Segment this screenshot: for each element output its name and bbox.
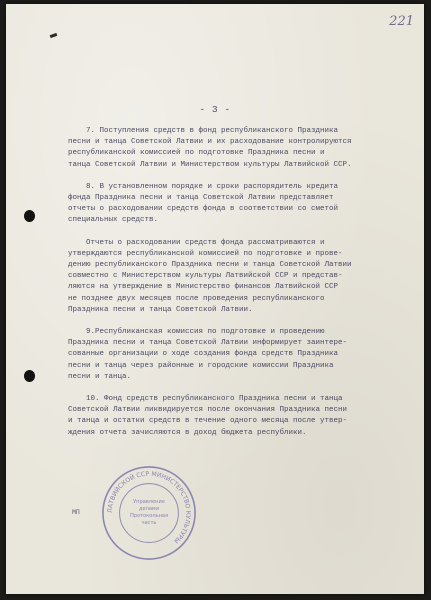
paragraph-7: 7. Поступления средств в фонд республиканского Праздника песни и танца Советской Латвии и их расходование контролируются республиканской комиссией по подготовке Праздника песни и танца Советской Латвии и Министерством культуры Латвийской ССР. bbox=[68, 127, 352, 169]
stamp-center-text bbox=[130, 499, 168, 526]
typist-initials: МП bbox=[72, 509, 80, 516]
stamp-seal-icon bbox=[100, 464, 198, 562]
official-stamp bbox=[100, 464, 198, 562]
folio-number: 221 bbox=[389, 14, 414, 29]
paragraph-reports: Отчеты о расходовании средств фонда рассматриваются и утверждаются республиканской комиссией по подготовке и прове- дению республиканского Праздника песни и танца Советской Латвии совместно с Министерством культуры Латвийской ССР и представ- ляются на утверждение в Министерство финансов Латвийской ССР не позднее двух месяцев после проведения республиканского Праздника песни и танца Советской Латвии. bbox=[68, 238, 352, 314]
stamp-center-line: Управление bbox=[133, 499, 165, 506]
paragraph-10: 10. Фонд средств республиканского Праздника песни и танца Советской Латвии ликвидируется после окончания Праздника песни и танца и остатки средств в течение одного месяца после утвер- ждения отчета зачисляются в доход бюджета республики. bbox=[68, 395, 348, 437]
paragraph-8: 8. В установленном порядке и сроки распорядитель кредита фонда Праздника песни и танца Советской Латвии представляет отчеты о расходовании средств фонда в соответствии со сметой специальных средств. bbox=[68, 182, 339, 225]
stamp-center-line: Протокольная bbox=[129, 512, 169, 519]
stamp-ring-text: ЛАТВИЙСКОЙ ССР МИНИСТЕРСТВО КУЛЬТУРЫ bbox=[106, 470, 192, 545]
document-body bbox=[68, 126, 398, 439]
punch-hole bbox=[24, 370, 35, 382]
paragraph-9: 9.Республиканская комиссия по подготовке и проведению Праздника песни и танца Советской Латвии информирует заинтере- сованные организации о ходе создания фонда средств Праздника песни и танца через районные и городские комиссии Праздника песни и танца. bbox=[68, 328, 348, 381]
stamp-center-line: часть bbox=[141, 519, 157, 526]
document-page bbox=[6, 4, 424, 594]
punch-hole bbox=[24, 210, 35, 222]
margin-mark bbox=[50, 33, 58, 38]
stamp-center-line: делами bbox=[138, 506, 160, 513]
page-number: - 3 - bbox=[199, 104, 231, 115]
